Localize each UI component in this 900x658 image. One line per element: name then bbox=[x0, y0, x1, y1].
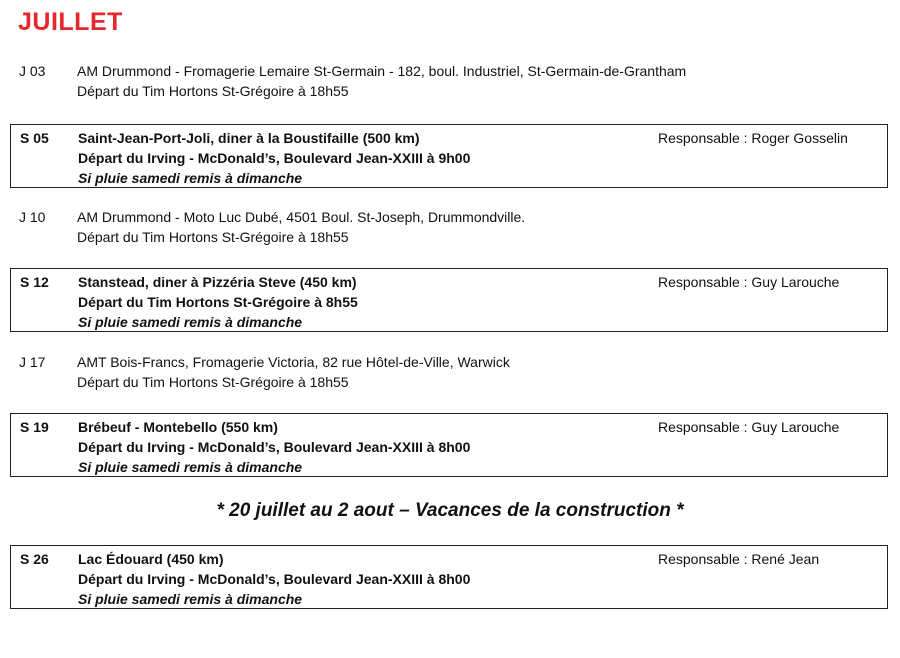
entry-day: S 26 bbox=[20, 551, 49, 567]
entry-day: J 03 bbox=[19, 63, 46, 79]
thursday-entry bbox=[10, 207, 888, 247]
entry-location: AM Drummond - Fromagerie Lemaire St-Germain - 182, boul. Industriel, St-Germain-de-Grantham bbox=[77, 63, 687, 79]
entry-day: J 10 bbox=[19, 209, 46, 225]
saturday-ride-box bbox=[10, 545, 888, 609]
entry-content bbox=[77, 61, 686, 101]
entry-responsible: Responsable : René Jean bbox=[658, 551, 820, 567]
entry-rain-note: Si pluie samedi remis à dimanche bbox=[78, 170, 303, 186]
entry-responsible: Responsable : Roger Gosselin bbox=[658, 130, 848, 146]
entry-day: S 12 bbox=[20, 274, 49, 290]
entry-day: S 19 bbox=[20, 419, 49, 435]
vacation-banner: * 20 juillet au 2 aout – Vacances de la construction * bbox=[216, 500, 684, 521]
entry-location: AMT Bois-Francs, Fromagerie Victoria, 82 rue Hôtel-de-Ville, Warwick bbox=[77, 354, 510, 370]
entry-departure: Départ du Irving - McDonald’s, Boulevard Jean-XXIII à 8h00 bbox=[78, 439, 471, 455]
entry-responsible: Responsable : Guy Larouche bbox=[658, 419, 840, 435]
entry-day: J 17 bbox=[19, 354, 46, 370]
entry-content bbox=[78, 549, 470, 609]
entry-departure: Départ du Tim Hortons St-Grégoire à 18h55 bbox=[77, 83, 349, 99]
entry-destination: Stanstead, diner à Pizzéria Steve (450 km) bbox=[78, 274, 357, 290]
entry-location: AM Drummond - Moto Luc Dubé, 4501 Boul. St-Joseph, Drummondville. bbox=[77, 209, 526, 225]
thursday-entry bbox=[10, 352, 888, 392]
entry-responsible: Responsable : Guy Larouche bbox=[658, 274, 840, 290]
entry-rain-note: Si pluie samedi remis à dimanche bbox=[78, 459, 303, 475]
entry-rain-note: Si pluie samedi remis à dimanche bbox=[78, 314, 303, 330]
saturday-ride-box bbox=[10, 413, 888, 477]
entry-departure: Départ du Tim Hortons St-Grégoire à 8h55 bbox=[78, 294, 358, 310]
entry-destination: Brébeuf - Montebello (550 km) bbox=[78, 419, 278, 435]
entry-day: S 05 bbox=[20, 130, 49, 146]
entry-destination: Lac Édouard (450 km) bbox=[78, 551, 224, 567]
entry-departure: Départ du Tim Hortons St-Grégoire à 18h55 bbox=[77, 374, 349, 390]
entry-departure: Départ du Irving - McDonald’s, Boulevard Jean-XXIII à 8h00 bbox=[78, 571, 471, 587]
entry-content bbox=[78, 417, 470, 477]
entry-departure: Départ du Irving - McDonald’s, Boulevard Jean-XXIII à 9h00 bbox=[78, 150, 471, 166]
thursday-entry bbox=[10, 61, 888, 101]
saturday-ride-box bbox=[10, 268, 888, 332]
entry-content bbox=[78, 272, 358, 332]
entry-departure: Départ du Tim Hortons St-Grégoire à 18h55 bbox=[77, 229, 349, 245]
entry-content bbox=[77, 352, 510, 392]
month-title: JUILLET bbox=[18, 8, 123, 36]
entry-rain-note: Si pluie samedi remis à dimanche bbox=[78, 591, 303, 607]
entry-content bbox=[77, 207, 525, 247]
saturday-ride-box bbox=[10, 124, 888, 188]
entry-destination: Saint-Jean-Port-Joli, diner à la Boustifaille (500 km) bbox=[78, 130, 420, 146]
entry-content bbox=[78, 128, 470, 188]
